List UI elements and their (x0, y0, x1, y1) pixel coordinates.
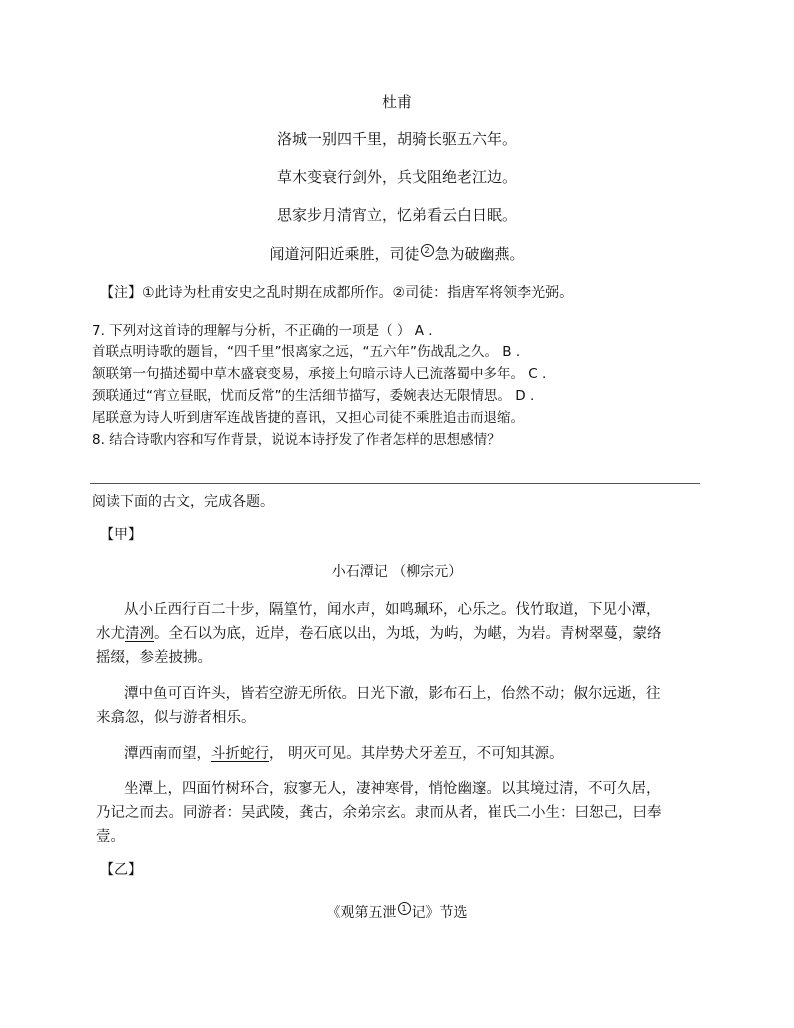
essay-p2-line-1: 潭中鱼可百许头，皆若空游无所依。日光下澈，影布石上，佁然不动；俶尔远逝，往 (124, 686, 661, 702)
footnote-marker-1: 1 (398, 902, 411, 915)
question-7-option-a: 首联点明诗歌的题旨，“四千里”恨离家之远，“五六年”伤战乱之久。 B . (92, 344, 521, 360)
poem-line-4-part-1: 闻道河阳近乘胜，司徒 (269, 245, 420, 263)
section-label-jia: 【甲】 (100, 527, 142, 543)
question-8: 8. 结合诗歌内容和写作背景，说说本诗抒发了作者怎样的思想感情？ (92, 432, 501, 448)
question-7: 7. 下列对这首诗的理解与分析，不正确的一项是（ ） A . (92, 323, 433, 339)
essay-p3-part-2: ， 明灭可见。其岸势犬牙差互，不可知其源。 (269, 746, 564, 762)
question-7-option-b: 颔联第一句描述蜀中草木盛衰变易，承接上句暗示诗人已流落蜀中多年。 C . (92, 366, 547, 382)
poem-line-2: 草木变衰行剑外，兵戈阻绝老江边。 (276, 168, 517, 186)
essay-p4-line-2: 乃记之而去。同游者：吴武陵，龚古，余弟宗玄。隶而从者，崔氏二小生：曰恕己，曰奉 (96, 805, 662, 821)
answer-line-divider (90, 483, 700, 484)
essay-p4-line-3: 壹。 (96, 829, 125, 845)
underlined-term-douzhesexing: 斗折蛇行 (211, 746, 269, 762)
poem-line-3: 思家步月清宵立，忆弟看云白日眠。 (276, 206, 517, 224)
essay-p1-line-1: 从小丘西行百二十步，隔篁竹，闻水声，如鸣珮环，心乐之。伐竹取道，下见小潭， (124, 602, 661, 618)
essay-p1-line-2 (96, 622, 662, 646)
reading-intro: 阅读下面的古文，完成各题。 (92, 494, 274, 510)
poem-line-4 (0, 244, 794, 264)
essay-p2-line-2: 来翕忽，似与游者相乐。 (96, 710, 256, 726)
essay-p1-line-3: 摇缀，参差披拂。 (96, 650, 212, 666)
underlined-term-qinglie: 清冽 (125, 626, 154, 642)
poem-line-1: 洛城一别四千里，胡骑长驱五六年。 (276, 130, 517, 148)
second-essay-title-part-1: 《观第五泄 (326, 905, 397, 921)
poem-line-4-part-2: 急为破幽燕。 (434, 245, 525, 263)
second-essay-title (0, 902, 794, 923)
question-7-option-d: 尾联意为诗人听到唐军连战皆捷的喜讯，又担心司徒不乘胜追击而退缩。 (92, 410, 524, 426)
essay-p1-line-2-part-1: 水尤 (96, 626, 125, 642)
essay-p3 (124, 742, 564, 766)
essay-p4-line-1: 坐潭上，四面竹树环合，寂寥无人，凄神寒骨，悄怆幽邃。以其境过清，不可久居， (124, 781, 661, 797)
essay-p1-line-2-part-2: 。全石以为底，近岸，卷石底以出，为坻，为屿，为嵁，为岩。青树翠蔓，蒙络 (154, 626, 662, 642)
section-label-yi: 【乙】 (100, 862, 142, 878)
essay-p3-part-1: 潭西南而望， (124, 746, 211, 762)
poem-note: 【注】①此诗为杜甫安史之乱时期在成都所作。②司徒：指唐军将领李光弼。 (100, 285, 574, 301)
footnote-marker-2: 2 (421, 244, 434, 257)
essay-title: 小石潭记 （柳宗元） (331, 564, 463, 580)
second-essay-title-part-2: 记》节选 (411, 905, 468, 921)
poem-author: 杜甫 (381, 93, 412, 111)
question-7-option-c: 颈联通过“宵立昼眠，忧而反常”的生活细节描写，委婉表达无限情思。 D . (92, 388, 535, 404)
